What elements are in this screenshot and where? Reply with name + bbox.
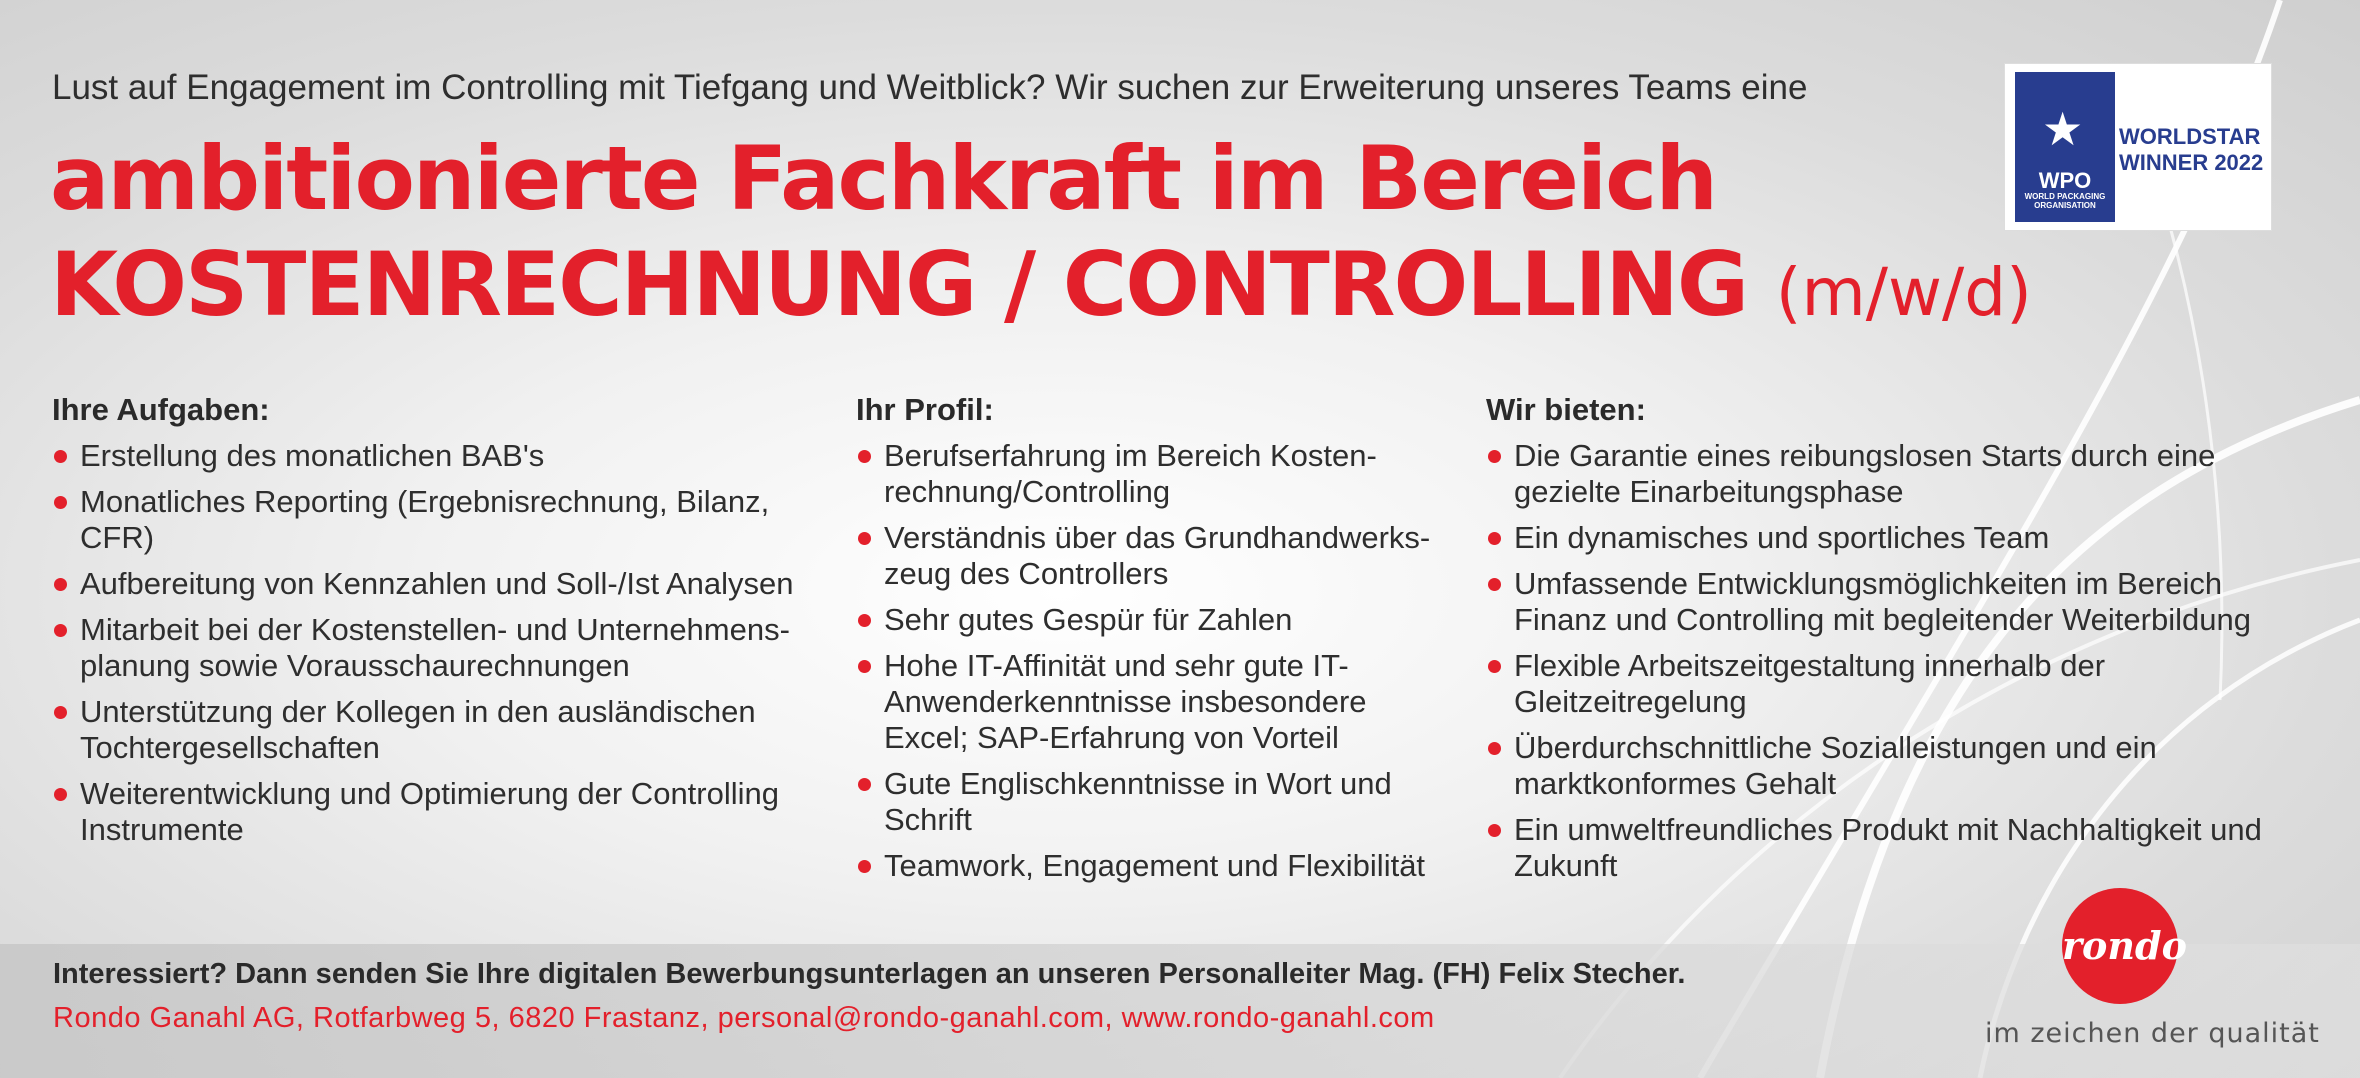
profile-list [856, 438, 1456, 884]
list-item: Aufbereitung von Kennzahlen und Soll-/Ist Analysen [52, 566, 832, 602]
list-item: Unterstützung der Kollegen in den ausländischen Tochtergesellschaften [52, 694, 832, 766]
tasks-heading: Ihre Aufgaben: [52, 392, 270, 427]
wpo-label: WPO [2038, 168, 2092, 193]
gender-suffix: (m/w/d) [1775, 254, 2032, 331]
offer-column [1486, 392, 2286, 894]
list-item: Die Garantie eines reibungslosen Starts durch eine gezielte Einarbeitungsphase [1486, 438, 2286, 510]
tasks-column [52, 392, 832, 858]
worldstar-badge [2004, 63, 2272, 231]
tasks-list [52, 438, 832, 848]
award-text [2119, 124, 2263, 176]
list-item: Weiterentwicklung und Optimierung der Controlling Instrumente [52, 776, 832, 848]
application-call: Interessiert? Dann senden Sie Ihre digitalen Bewerbungsunterlagen an unseren Personalleiter Mag. (FH) Felix Stecher. [53, 958, 1686, 990]
list-item: Sehr gutes Gespür für Zahlen [856, 602, 1456, 638]
list-item: Teamwork, Engagement und Flexibilität [856, 848, 1456, 884]
list-item: Hohe IT-Affinität und sehr gute IT-Anwenderkenntnisse insbesondere Excel; SAP-Erfahrung von Vorteil [856, 648, 1456, 756]
star-icon: ★ [2042, 103, 2084, 155]
contact-line: Rondo Ganahl AG, Rotfarbweg 5, 6820 Frastanz, personal@rondo-ganahl.com, www.rondo-ganahl.com [53, 1002, 1435, 1034]
list-item: Überdurchschnittliche Sozialleistungen und ein marktkonformes Gehalt [1486, 730, 2286, 802]
job-title-line1: ambitionierte Fachkraft im Bereich [50, 127, 1716, 230]
list-item: Ein dynamisches und sportliches Team [1486, 520, 2286, 556]
list-item: Monatliches Reporting (Ergebnisrechnung, Bilanz, CFR) [52, 484, 832, 556]
award-line1: WORLDSTAR [2119, 124, 2261, 149]
list-item: Verständnis über das Grundhandwerks-zeug des Controllers [856, 520, 1456, 592]
offer-list [1486, 438, 2286, 884]
list-item: Ein umweltfreundliches Produkt mit Nachhaltigkeit und Zukunft [1486, 812, 2286, 884]
intro-text: Lust auf Engagement im Controlling mit Tiefgang und Weitblick? Wir suchen zur Erweiterung unseres Teams eine [52, 68, 1808, 107]
list-item: Gute Englischkenntnisse in Wort und Schrift [856, 766, 1456, 838]
list-item: Mitarbeit bei der Kostenstellen- und Unternehmens-planung sowie Vorausschaurechnungen [52, 612, 832, 684]
job-title-main: KOSTENRECHNUNG / CONTROLLING [50, 233, 1748, 336]
list-item: Flexible Arbeitszeitgestaltung innerhalb der Gleitzeitregelung [1486, 648, 2286, 720]
offer-heading: Wir bieten: [1486, 392, 1646, 427]
list-item: Erstellung des monatlichen BAB's [52, 438, 832, 474]
wpo-logo [2015, 72, 2115, 222]
award-line2: WINNER 2022 [2119, 150, 2264, 175]
brand-tagline: im zeichen der qualität [1985, 1018, 2320, 1049]
list-item: Umfassende Entwicklungsmöglichkeiten im Bereich Finanz und Controlling mit begleitender Weiterbildung [1486, 566, 2286, 638]
profile-heading: Ihr Profil: [856, 392, 994, 427]
list-item: Berufserfahrung im Bereich Kosten-rechnung/Controlling [856, 438, 1456, 510]
wpo-full-name: WORLD PACKAGING ORGANISATION [2024, 192, 2106, 210]
job-title-line2 [50, 232, 2032, 346]
profile-column [856, 392, 1456, 894]
job-title [50, 126, 2032, 346]
rondo-logo: rondo [2062, 888, 2178, 1004]
